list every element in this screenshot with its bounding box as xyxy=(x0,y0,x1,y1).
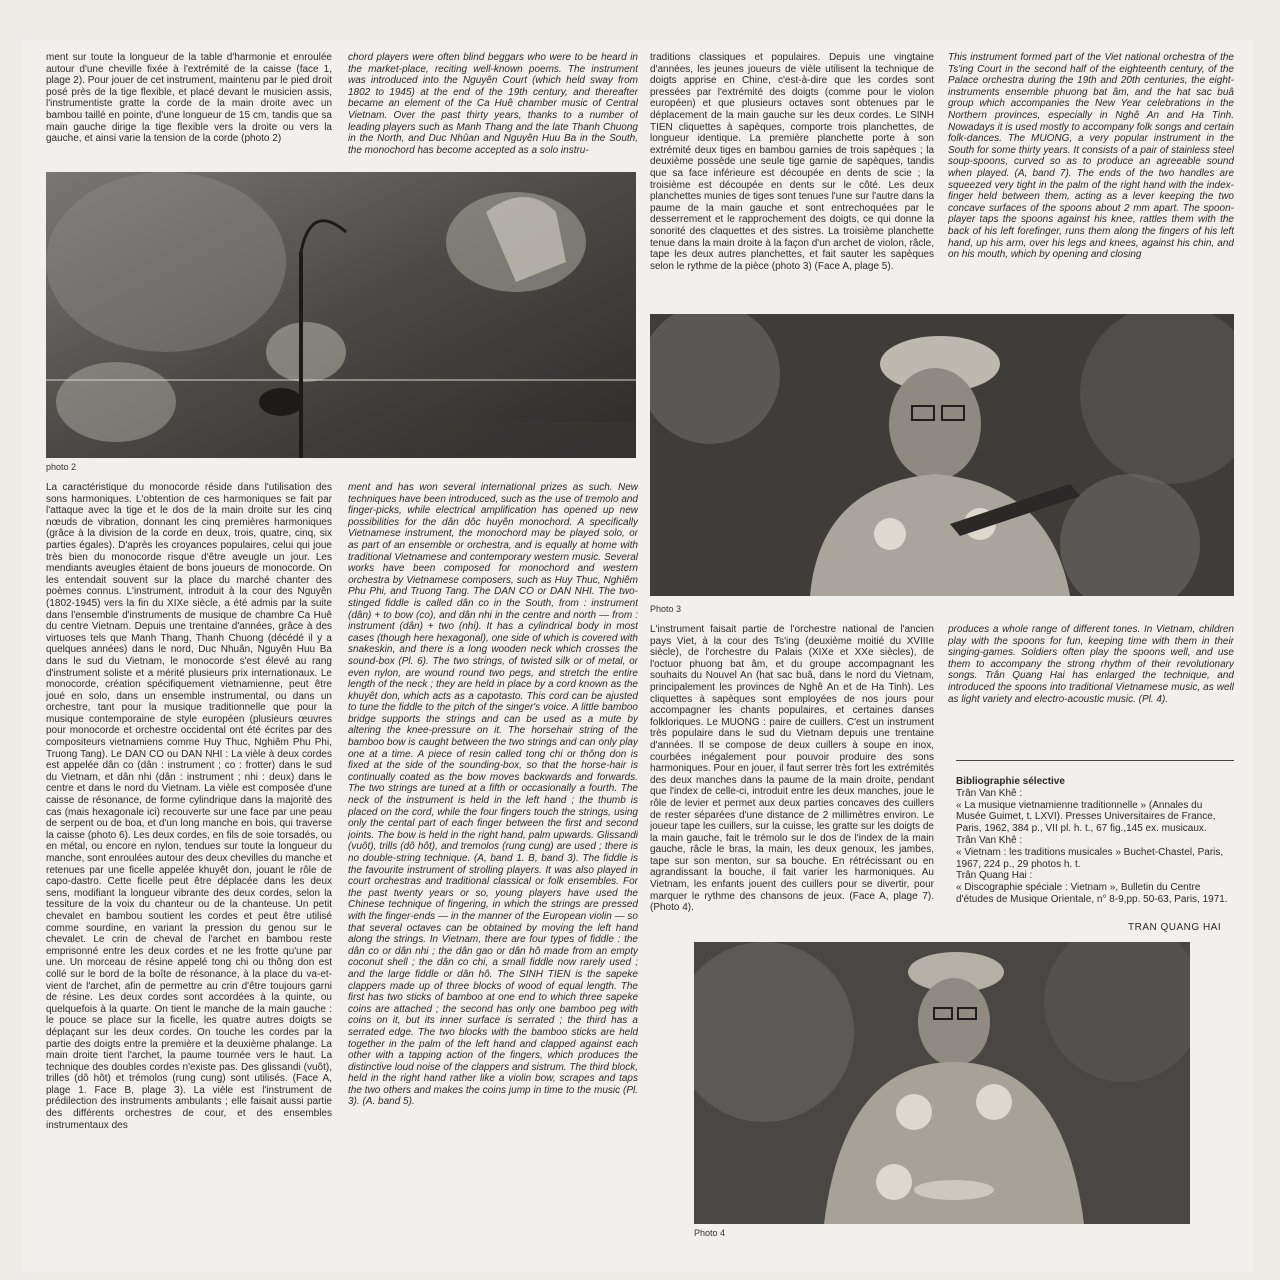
bibliography-line: « Vietnam : les traditions musicales » Buchet-Chastel, Paris, 1967, 224 p., 29 photos h. t. xyxy=(956,846,1224,870)
col2-top-text: chord players were often blind beggars who were to be heard in the market-place, reciting well-known poems. The instrument was introduced into the Nguyên Court (which held sway from 1802 to 1945) at the end of the 19th century, and thereafter became an element of the Ca Huê chamber music of Central Vietnam. Over the past thirty years, thanks to a number of leading players such as Manh Thang and the late Thanh Chuong in the North, and Duc Nhûan and Nguyên Huu Ba in the South, the monochord has become accepted as a solo instru- xyxy=(348,52,638,156)
bibliography-divider xyxy=(956,760,1234,761)
photo-2-caption: photo 2 xyxy=(46,462,77,472)
photo-3-image xyxy=(650,314,1234,596)
col4-top-text: This instrument formed part of the Viet national orchestra of the Ts'ing Court in the second half of the eighteenth century, of the Palace orchestra during the 19th and 20th centuries, the eight-instruments ensemble phuong bat âm, and the hat sac buâ group which accompanies the New Year celebrations in the Northern provinces, especially in Nghê An and Ha Tinh. Nowadays it is used mostly to accompany folk songs and certain folk-dances. The MUONG, a very popular instrument in the South for some thirty years. It consists of a pair of stainless steel soup-spoons, curved so as to produce an agreeable sound when played. (A, band 7). The ends of the two handles are squeezed very tight in the palm of the right hand with the index-finger held between them, acting as a lever keeping the two concave surfaces of the spoons about 2 mm apart. The spoon-player taps the spoons against his knee, rattles them with the back of his left forefinger, runs them along the fingers of his left hand, up his arm, over his legs and knees, against his chin, and on his mouth, which by opening and closing xyxy=(948,52,1234,261)
bibliography-line: « Discographie spéciale : Vietnam », Bulletin du Centre d'études de Musique Orientale, n° 8-9,pp. 50-63, Paris, 1971. xyxy=(956,882,1228,905)
bibliography-line: Trân Van Khê : xyxy=(956,834,1023,846)
col3-top-text: traditions classiques et populaires. Depuis une vingtaine d'années, les jeunes joueurs de vièle utilisent la technique de doigts apprise en Chine, c'est-à-dire que les cordes sont pressées par l'extrémité des doigts (comme pour le violon européen) et que plusieurs octaves sont obtenues par le déplacement de la main gauche sur les deux cordes. Le SINH TIEN cliquettes à sapèques, comporte trois planchettes, de longueur identique. La première planchette porte à son extrémité deux tiges en bambou garnies de trois sapèques ; la deuxième possède une seule tige garnie de sapèques, tandis que sa face inférieure est découpée en dents de scie ; la troisième est découpée en dents sur le côté. Les deux planchettes munies de tiges sont tenues l'une sur l'autre dans la paume de la main gauche et sont entrechoquées par le desserrement et le rapprochement des doigts, ce qui donne la sonorité des claquettes et des sistres. La troisième planchette tenue dans la main droite à la façon d'un archet de violon, râcle, tape les deux autres planchettes, et fait sauter les sapèques selon le rythme de la pièce (photo 3) (Face A, plage 5). xyxy=(650,52,934,272)
photo-4-caption: Photo 4 xyxy=(694,1228,726,1238)
photo-4-image xyxy=(694,942,1190,1224)
col3-bottom-text: L'instrument faisait partie de l'orchestre national de l'ancien pays Viet, à la cour des Ts'ing (deuxième moitié du XVIIIe siècle), de l'orchestre du Palais (XIXe et XXe siècles), de l'octuor phuong bat âm, et du groupe accompagnant les souhaits du Nouvel An (hat sac buâ, dans le nord du Vietnam, principalement les provinces de Nghê An et de Ha Tinh). Les cliquettes à sapèques sont employées de nos jours pour accompagner les chants populaires, et certaines danses folkloriques. Le MUONG : paire de cuillers. C'est un instrument très populaire dans le sud du Vietnam depuis une trentaine d'années. Il se compose de deux cuillers à soupe en inox, courbées inégalement pour pouvoir produire des sons harmoniques. Pour en jouer, il faut serrer très fort les extrémités des deux manches dans la paume de la main droite, pendant que l'index de celle-ci, introduit entre les deux manches, joue le rôle de levier et permet aux deux parties concaves des cuillers de rester séparées d'une distance de 2 millimètres environ. Le joueur tape les cuillers, sur la cuisse, les gratte sur les doigts de la main gauche, fait le trémolo sur le dos de l'index de la main gauche, râcle le bras, la main, les deux genoux, les jambes, tape sur son menton, sur sa bouche. En rétrécissant ou en agrandissant la bouche, il fait varier les harmoniques. Au Vietnam, les enfants jouent des cuillers pour se divertir, pour marquer le rythme des chansons de jeux. (Face A, plage 7). (Photo 4). xyxy=(650,624,934,914)
photo-3-caption: Photo 3 xyxy=(650,604,682,614)
bibliography xyxy=(956,776,1234,906)
photo-4-muong-player xyxy=(694,942,1190,1224)
author-signature: TRAN QUANG HAI xyxy=(1128,922,1222,933)
col4-bottom-text: produces a whole range of different tones. In Vietnam, children play with the spoons for fun, keeping time with them in their singing-games. Soldiers often play the spoons well, and use them to accompany the strong rhythm of their revolutionary songs. Trân Quang Hai has enlarged the technique, and introduced the spoons into traditional Vietnamese music, as well as light variety and electro-acoustic music. (Pl. 4). xyxy=(948,624,1234,705)
col2-bottom-text: ment and has won several international prizes as such. New techniques have been introduced, such as the use of tremolo and finger-picks, while electrical amplification has opened up new possibilities for the dân dôc huyên monochord. A specifically Vietnamese instrument, the monochord may be played solo, or as part of an ensemble or orchestra, and is equally at home with traditional Vietnamese and contemporary western music. Several works have been composed for monochord and western orchestra by Vietnamese composers, such as Huy Thuc, Nghiêm Phu Phi, and Truong Tang. The DAN CO or DAN NHI. The two-stinged fiddle is called dân co in the South, from : instrument (dân) + to bow (co), and dân nhi in the centre and north — from : instrument (dân) + two (nhi). It has a cylindrical body in most cases (though here hexagonal), one side of which is covered with snakeskin, and there is a long wooden neck which crosses the sound-box (Pl. 6). The two strings, of twisted silk or of metal, or even nylon, are wound round two pegs, and stretch the entire length of the neck ; they are held in place by a cord known as the khuyêt don, which acts as a capotasto. This cord can be ajusted to tune the fiddle to the pitch of the singer's voice. A little bamboo bridge supports the strings and can be used as a mute by altering the knee-pressure on it. The horsehair string of the bamboo bow is caught between the two strings and can only play one at a time. A piece of resin called tong chi or thông don is fixed at the side of the sounding-box, so that the horse-hair is continually coated as the bow moves backwards and forwards. The two strings are tuned at a fifth or occasionally a fourth. The neck of the instrument is held in the left hand ; the thumb is placed on the cord, while the four fingers touch the strings, using only the cental part of each finger between the first and second joints. The bow is held in the right hand, palm upwards. Glissandi (vuôt), trills (dô hôt), and tremolos (rung cung) are used ; there is no double-string technique. (A, band 1. B, band 3). The fiddle is the favourite instrument of strolling players. It was also played in court orchestras and traditional classical or folk ensembles. For the past twenty years or so, young players have used the Chinese technique of fingering, in which the strings are pressed with the finger-ends — in the manner of the European violin — so that several octaves can be obtained by moving the left hand along the strings. In Vietnam, there are four types of fiddle : the dân co or dân nhi ; the dân gao or dân hô made from an empty coconut shell ; the dân co chi, a small fiddle now rarely used ; and the large fiddle or dân hô. The SINH TIEN is the sapeke clappers made up of three blocks of wood of equal length. The first has two sticks of bamboo at one end to which three sapeke coins are attached ; the second has only one bamboo peg with coins on it, but its inner surface is serrated ; the third has a serrated edge. The two blocks with the bamboo sticks are held together in the palm of the left hand and clapped against each other with a tapping action of the fingers, which produces the distinctive loud noise of the clappers and sistrum. The third block, held in the right hand rather like a violin bow, scrapes and taps the two others and makes the coins jump in time to the music (Pl. 3). (A. band 5). xyxy=(348,482,638,1108)
photo-3-sinh-tien-player xyxy=(650,314,1234,596)
bibliography-heading: Bibliographie sélective xyxy=(956,776,1065,787)
bibliography-line: Trân Quang Hai : xyxy=(956,870,1033,882)
col1-bottom-text: La caractéristique du monocorde réside dans l'utilisation des sons harmoniques. L'obtention de ces harmoniques se fait par l'attaque avec la tige et le dos de la main droite sur les cinq nœuds de vibration, donnant les cinq premières harmoniques (grâce à la division de la corde en deux, trois, quatre, cinq, six parties égales). D'après les croyances populaires, celui qui joue très bien du monocorde risque d'être aveugle un jour. Les mendiants aveugles étaient de bons joueurs de monocorde. On les entendait souvent sur la place du marché chanter des poèmes connus. L'instrument, introduit à la cour des Nguyên (1802-1945) vers la fin du XIXe siècle, a été admis par la suite dans l'ensemble d'instruments de musique de chambre Ca Huê du centre Vietnam. Depuis une trentaine d'années, grâce à des virtuoses tels que Manh Thang, Thanh Chuong (décédé il y a quelques années) dans le nord, Duc Nhuân, Nguyên Huu Ba dans le sud du Vietnam, le monocorde s'est élevé au rang d'instrument soliste et a mérité plusieurs prix internationaux. Le monocorde, création spécifiquement vietnamienne, peut être joué en solo, dans un ensemble instrumental, ou dans un orchestre, tant pour la musique traditionnelle que pour la musique contemporaine de style européen (plusieurs œuvres pour monocorde et orchestre occidental ont été écrites par des compositeurs vietnamiens comme Huy Thuc, Nghiêm Phu Phi, Truong Tang). Le DAN CO ou DAN NHI : La vièle à deux cordes est appelée dân co (dân : instrument ; co : frotter) dans le sud du Vietnam, et dân nhi (dân : instrument ; nhi : deux) dans le centre et dans le nord du Vietnam. La vièle est composée d'une caisse de résonance, de forme cylindrique dans la majorité des cas (mais hexagonale ici) recouverte sur une face par une peau de serpent ou de boa, et d'un long manche en bois, qui traverse la caisse (photo 6). Les deux cordes, en fils de soie torsadés, ou en métal, ou encore en nylon, tendues sur toute la longueur du manche, sont enroulées autour des deux chevilles du manche et retenues par une ficelle appelée khuyêt don, jouant le rôle de capo-dastro. Cette ficelle peut être déplacée dans les deux sens, modifiant la longueur vibrante des deux cordes, selon la tessiture de la voix du chanteur ou de la chanteuse. Un petit chevalet en bambou soutient les cordes et peut être utilisé comme sourdine, en variant la pression du genou sur le chevalet. Le crin de cheval de l'archet en bambou reste emprisonné entre les deux cordes et ne les frotte qu'une par une. Un morceau de résine appelé tong chi ou thông don est collé sur le bord de la boîte de résonance, à la place du va-et-vient de l'archet, afin de permettre au crin d'être toujours garni de résine. Les deux cordes sont accordées à la quinte, ou quelquefois à la quarte. On tient le manche de la main gauche : le pouce se place sur la ficelle, les quatre autres doigts se déplaçant sur les deux cordes. On touche les cordes par la partie des doigts entre la première et la deuxième phalange. La main droite tient l'archet, la paume tournée vers le haut. La technique des doubles cordes n'existe pas. Des glissandi (vuôt), trilles (dô hôt) et trémolos (rung cung) sont utilisés. (Face A, plage 1. Face B, plage 3). La vièle est l'instrument de prédilection des instruments ambulants ; elle faisait aussi partie des différents orchestres de cour, et des ensembles instrumentaux des xyxy=(46,482,332,1131)
photo-2-monochord xyxy=(46,172,636,458)
bibliography-line: Trân Van Khê : xyxy=(956,787,1023,799)
col1-top-text: ment sur toute la longueur de la table d'harmonie et enroulée autour d'une cheville fixée à l'extrémité de la caisse (face 1, plage 2). Pour jouer de cet instrument, maintenu par le pied droit posé près de la tige flexible, et placé devant le musicien assis, l'instrumentiste gratte la corde de la main droite avec un bambou taillé en pointe, d'une longueur de 15 cm, tandis que sa main gauche dirige la tige flexible vers la droite ou vers la gauche, et ainsi varie la tension de la corde (photo 2) xyxy=(46,52,332,145)
bibliography-line: « La musique vietnamienne traditionnelle » (Annales du Musée Guimet, t. LXVI). Presses Universitaires de France, Paris, 1962, 384 p., VII pl. h. t., 67 fig.,145 ex. musicaux. xyxy=(956,799,1216,835)
photo-2-image xyxy=(46,172,636,458)
